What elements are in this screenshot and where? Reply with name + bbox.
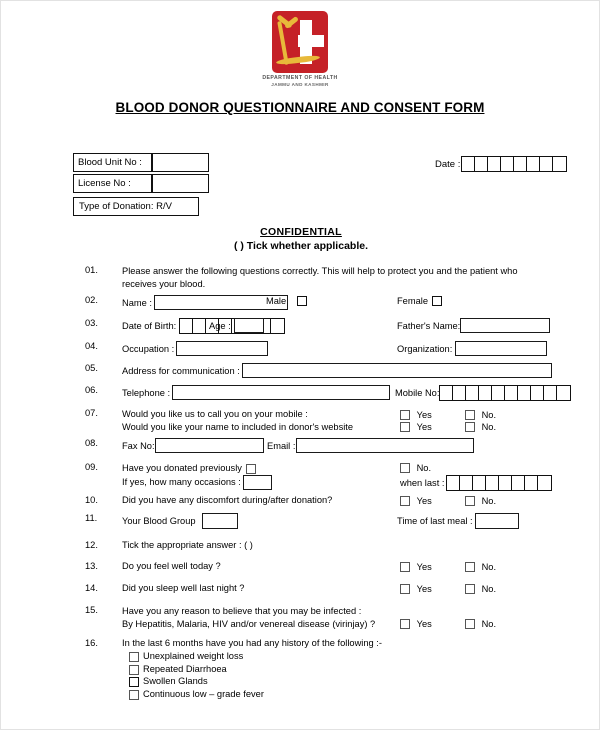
male-checkbox[interactable] (297, 296, 307, 306)
question-number: 02. (85, 295, 98, 305)
yes-checkbox[interactable] (400, 422, 410, 432)
health-department-cross-icon (272, 11, 328, 73)
date-comb-input[interactable] (461, 156, 567, 172)
type-of-donation-field[interactable]: Type of Donation: R/V (73, 197, 199, 216)
donated-previously-checkbox[interactable] (246, 464, 256, 474)
list-item[interactable] (129, 676, 422, 689)
q15-line2: By Hepatitis, Malaria, HIV and/or venereal disease (virinjay) ? (122, 618, 376, 629)
question-number: 03. (85, 318, 98, 328)
q07-line1-yes-option[interactable] (400, 409, 432, 420)
list-item[interactable] (129, 664, 422, 677)
occasions-input[interactable] (243, 475, 272, 490)
no-label: No. (481, 583, 497, 594)
last-meal-label: Time of last meal : (397, 516, 473, 526)
no-checkbox[interactable] (465, 422, 475, 432)
confidential-title: CONFIDENTIAL (260, 226, 342, 238)
address-input[interactable] (242, 363, 552, 378)
license-no-label: License No : (73, 174, 151, 193)
no-label: No. (481, 409, 497, 420)
logo-caption-line1: DEPARTMENT OF HEALTH (262, 75, 338, 81)
dob-label: Date of Birth: (122, 321, 177, 331)
history-item-label: Continuous low – grade fever (143, 688, 264, 699)
no-checkbox[interactable] (400, 463, 410, 473)
organization-label: Organization: (397, 343, 453, 354)
fathers-name-input[interactable] (460, 318, 550, 333)
yes-label: Yes (416, 561, 432, 572)
q15-yes-option[interactable] (400, 618, 432, 629)
question-07-text (122, 408, 392, 433)
no-checkbox[interactable] (465, 619, 475, 629)
question-number: 15. (85, 605, 98, 615)
fax-field (122, 438, 264, 453)
mobile-label: Mobile No: (395, 388, 440, 398)
history-checkbox[interactable] (129, 652, 139, 662)
q01-line2: receives your blood. (122, 278, 206, 289)
yes-label: Yes (416, 583, 432, 594)
no-label: No. (481, 421, 497, 432)
department-logo (262, 11, 337, 87)
logo-caption-line2: JAMMU AND KASHMIR (271, 82, 329, 87)
name-field (122, 295, 288, 310)
no-label: No. (416, 462, 432, 473)
form-header (1, 1, 599, 115)
age-input[interactable] (234, 318, 264, 333)
organization-field (397, 341, 547, 356)
q07-line2: Would you like your name to included in donor's website (122, 421, 354, 432)
blood-unit-no-label: Blood Unit No : (73, 153, 151, 172)
name-label: Name : (122, 297, 152, 308)
yes-checkbox[interactable] (400, 562, 410, 572)
address-label: Address for communication : (122, 365, 240, 376)
q10-no-option[interactable] (465, 495, 496, 506)
q07-line2-yes-option[interactable] (400, 421, 432, 432)
date-field (435, 156, 567, 172)
occupation-field (122, 341, 268, 356)
history-item-label: Unexplained weight loss (143, 651, 244, 661)
q14-no-option[interactable] (465, 583, 496, 594)
no-label: No. (481, 561, 497, 572)
last-meal-field (397, 513, 519, 529)
no-checkbox[interactable] (465, 496, 475, 506)
question-number: 16. (85, 638, 98, 648)
q13-no-option[interactable] (465, 561, 496, 572)
address-field (122, 363, 552, 378)
history-checkbox[interactable] (129, 677, 139, 687)
no-checkbox[interactable] (465, 410, 475, 420)
yes-label: Yes (416, 618, 432, 629)
q10-yes-option[interactable] (400, 495, 432, 506)
list-item[interactable] (129, 651, 422, 664)
question-number: 13. (85, 561, 98, 571)
yes-label: Yes (416, 421, 432, 432)
telephone-field (122, 385, 390, 400)
yes-checkbox[interactable] (400, 584, 410, 594)
q13-yes-option[interactable] (400, 561, 432, 572)
yes-checkbox[interactable] (400, 496, 410, 506)
question-number: 01. (85, 265, 98, 275)
organization-input[interactable] (455, 341, 547, 356)
occupation-label: Occupation : (122, 343, 175, 354)
question-16-block (122, 638, 422, 701)
question-10-text: Did you have any discomfort during/after donation? (122, 495, 333, 505)
question-number: 09. (85, 462, 98, 472)
age-label: Age : (209, 320, 231, 331)
question-15-text (122, 605, 397, 630)
date-label: Date : (435, 158, 461, 170)
mobile-field (395, 385, 571, 401)
email-field (267, 438, 474, 453)
history-item-label: Repeated Diarrhoea (143, 663, 227, 674)
blood-unit-row (73, 153, 209, 172)
yes-checkbox[interactable] (400, 410, 410, 420)
confidential-block (1, 226, 600, 252)
q09-line1: Have you donated previously (122, 463, 242, 473)
history-checkbox[interactable] (129, 690, 139, 700)
q15-line1: Have you any reason to believe that you may be infected : (122, 606, 362, 616)
female-label: Female (397, 295, 429, 306)
no-checkbox[interactable] (465, 562, 475, 572)
q07-line1-no-option[interactable] (465, 409, 496, 420)
q09-line2: If yes, how many occasions : (122, 476, 241, 487)
yes-label: Yes (416, 495, 432, 506)
when-last-label: when last : (400, 478, 445, 488)
male-label: Male (266, 295, 287, 306)
question-number: 05. (85, 363, 98, 373)
telephone-input[interactable] (172, 385, 390, 400)
confidential-subtitle: ( ) Tick whether applicable. (233, 240, 368, 252)
q14-yes-option[interactable] (400, 583, 432, 594)
occupation-input[interactable] (176, 341, 268, 356)
email-input[interactable] (296, 438, 474, 453)
fathers-name-field (397, 318, 550, 333)
telephone-label: Telephone : (122, 387, 171, 398)
question-number: 07. (85, 408, 98, 418)
question-01-text (122, 265, 542, 290)
history-item-label: Swollen Glands (143, 676, 208, 686)
fax-input[interactable] (155, 438, 264, 453)
when-last-comb-input[interactable] (446, 475, 552, 491)
fathers-name-label: Father's Name: (397, 320, 461, 331)
yes-checkbox[interactable] (400, 619, 410, 629)
question-09-text (122, 462, 392, 490)
question-number: 06. (85, 385, 98, 395)
q07-line1: Would you like us to call you on your mobile : (122, 409, 308, 419)
question-number: 10. (85, 495, 98, 505)
q16-intro: In the last 6 months have you had any history of the following :- (122, 638, 382, 648)
mobile-comb-input[interactable] (439, 385, 571, 401)
question-number: 04. (85, 341, 98, 351)
no-label: No. (481, 618, 497, 629)
license-row (73, 174, 209, 193)
question-number: 11. (85, 513, 98, 523)
question-12-text: Tick the appropriate answer : ( ) (122, 540, 253, 550)
identity-block (73, 153, 209, 193)
blood-group-input[interactable] (202, 513, 238, 529)
history-checkbox[interactable] (129, 665, 139, 675)
female-option[interactable] (397, 295, 442, 306)
list-item[interactable] (129, 689, 422, 702)
q15-no-option[interactable] (465, 618, 496, 629)
blood-group-label: Your Blood Group (122, 516, 196, 526)
q09-no-option[interactable] (400, 462, 431, 473)
last-meal-input[interactable] (475, 513, 519, 529)
when-last-field (400, 475, 552, 491)
blood-group-field (122, 513, 238, 529)
q07-line2-no-option[interactable] (465, 421, 496, 432)
page-title: BLOOD DONOR QUESTIONNAIRE AND CONSENT FORM (115, 100, 485, 115)
question-number: 12. (85, 540, 98, 550)
q01-line1: Please answer the following questions correctly. This will help to protect you and the patient who (122, 266, 518, 276)
question-13-text: Do you feel well today ? (122, 561, 221, 571)
fax-label: Fax No: (122, 440, 155, 451)
age-field (209, 318, 264, 333)
female-checkbox[interactable] (432, 296, 442, 306)
male-option[interactable] (266, 295, 307, 306)
question-number: 08. (85, 438, 98, 448)
email-label: Email : (267, 440, 296, 451)
license-no-input[interactable] (151, 174, 209, 193)
question-number: 14. (85, 583, 98, 593)
no-checkbox[interactable] (465, 584, 475, 594)
yes-label: Yes (416, 409, 432, 420)
question-14-text: Did you sleep well last night ? (122, 583, 245, 593)
blood-unit-no-input[interactable] (151, 153, 209, 172)
no-label: No. (481, 495, 497, 506)
